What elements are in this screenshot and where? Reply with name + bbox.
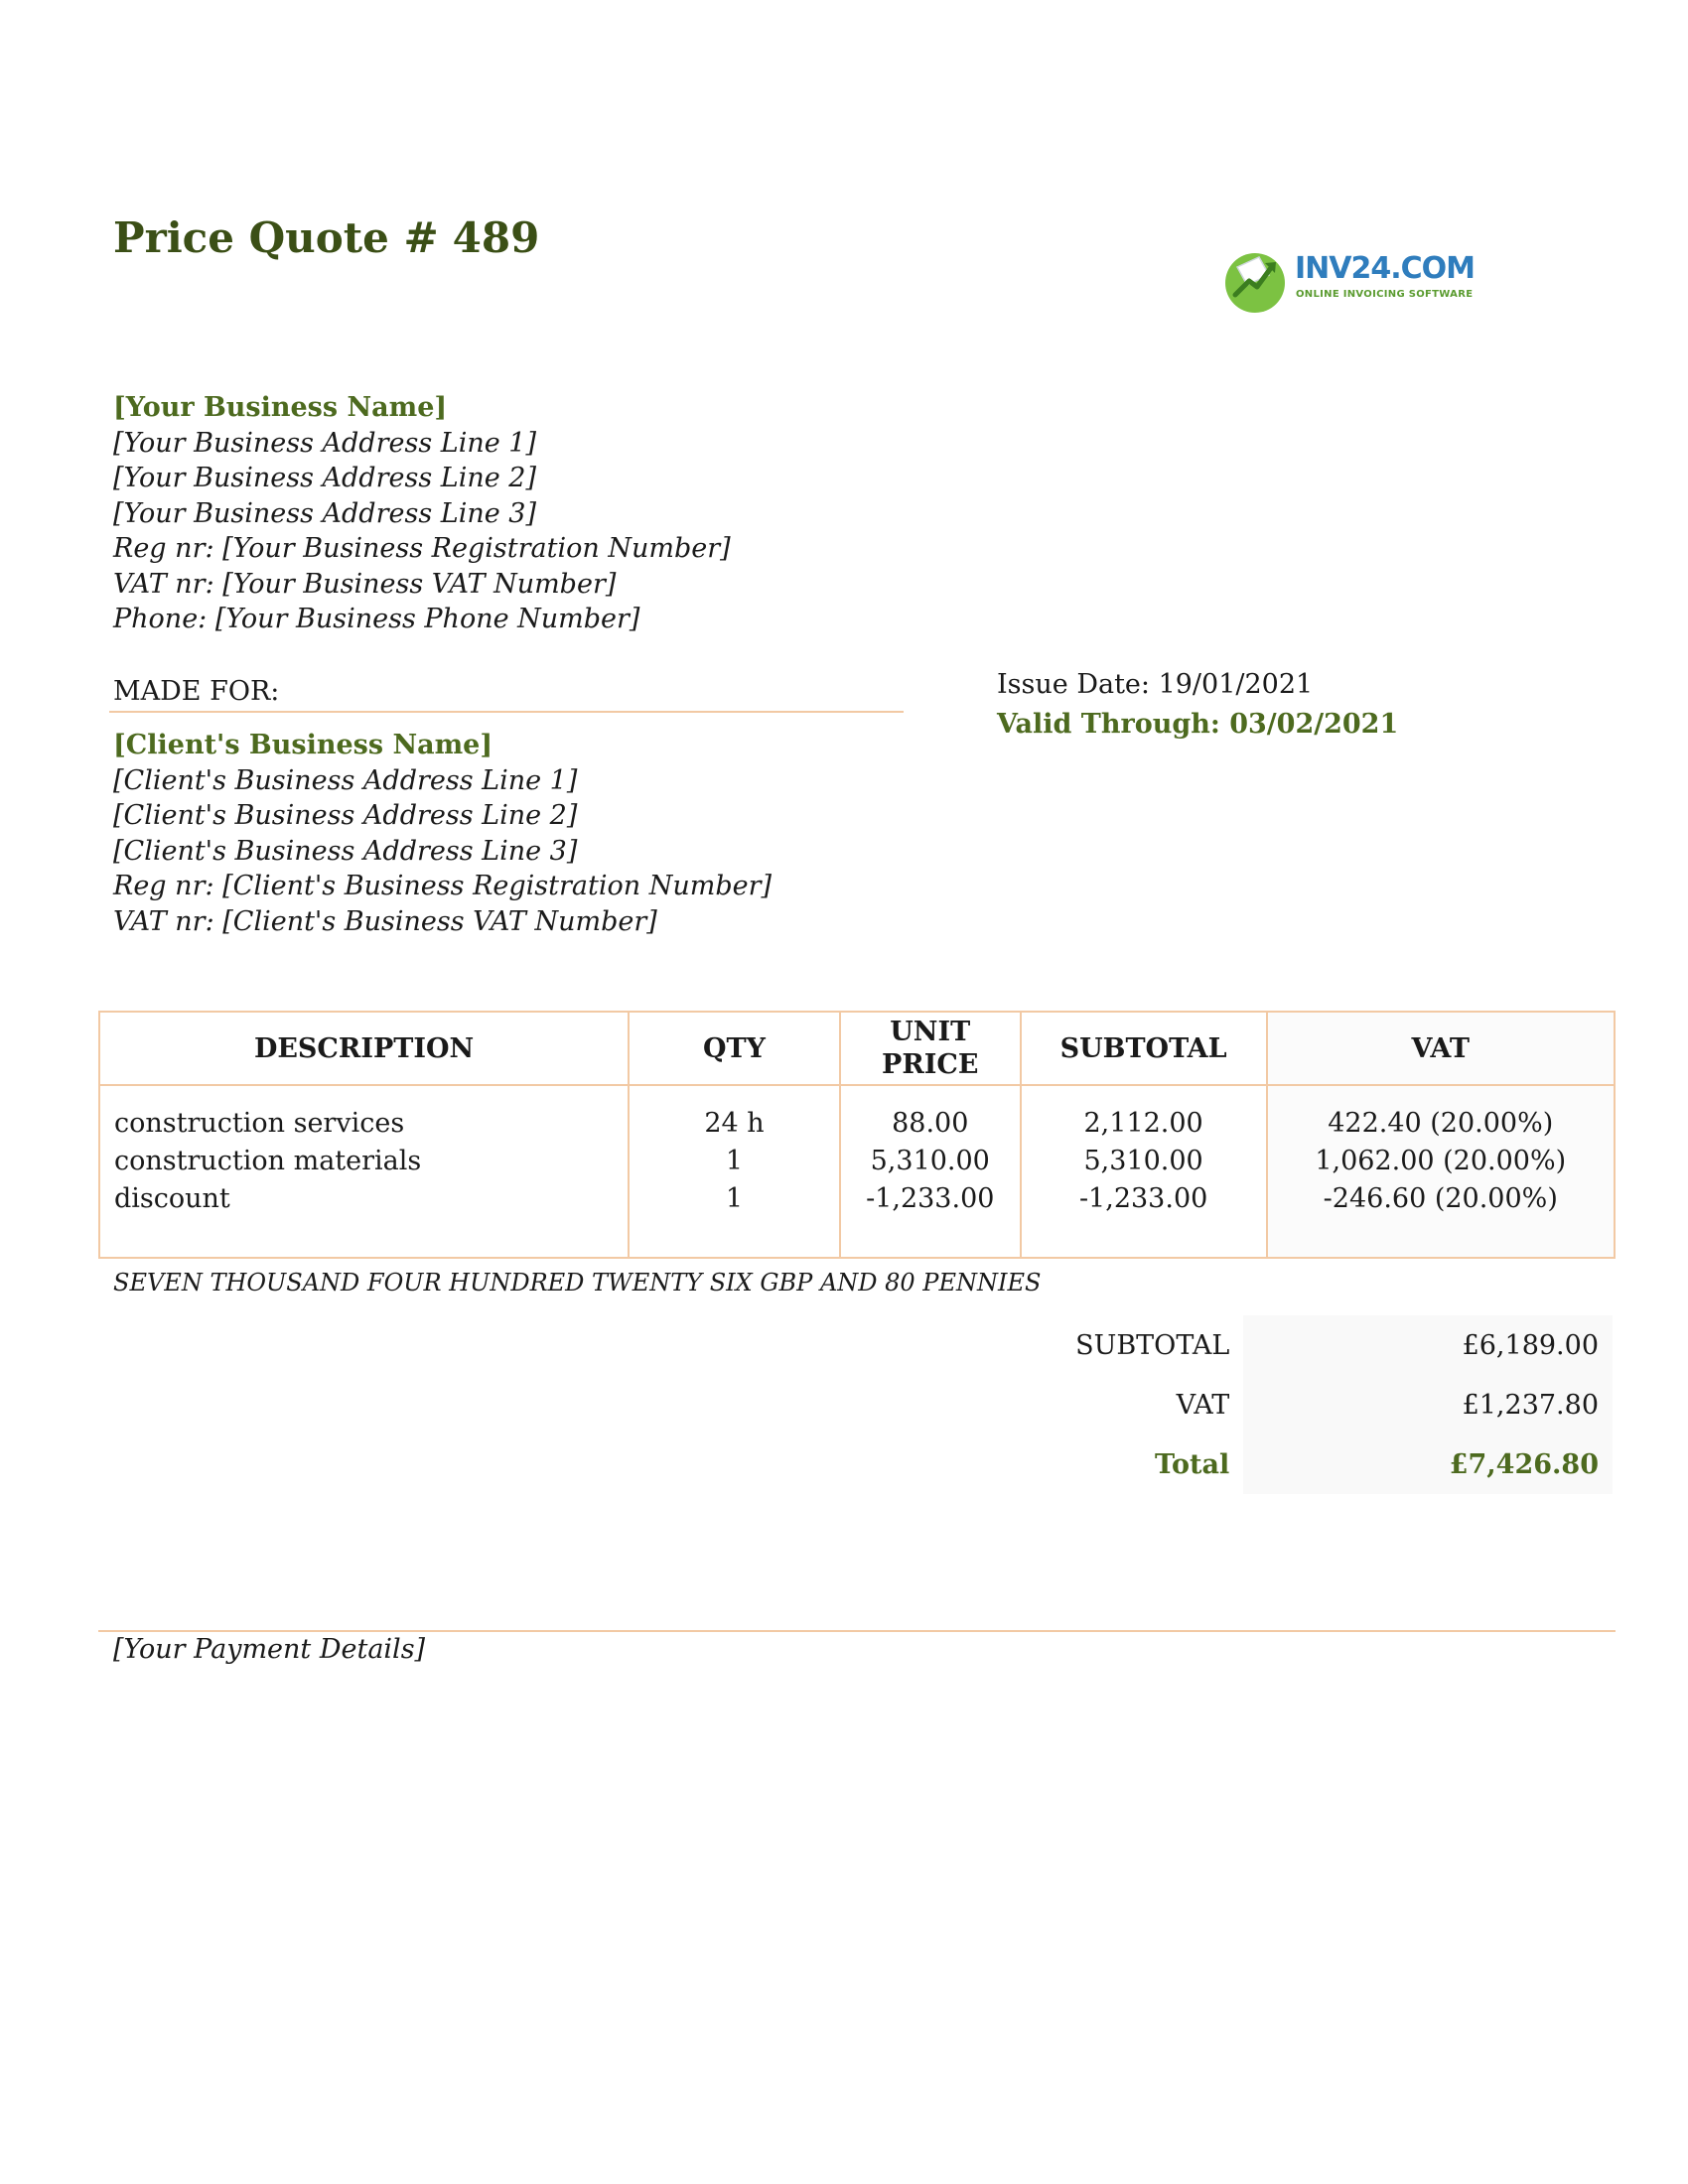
table-row	[99, 1142, 1615, 1179]
line-items-table	[98, 1011, 1616, 1259]
quote-title	[113, 213, 539, 262]
client-reg-nr: Reg nr: [Client's Business Registration Number]	[113, 871, 773, 901]
subtotal-value: £6,189.00	[1243, 1315, 1613, 1375]
table-row	[99, 1085, 1615, 1142]
total-row	[1033, 1434, 1613, 1494]
business-address-2: [Your Business Address Line 2]	[113, 463, 537, 493]
business-reg-nr: Reg nr: [Your Business Registration Number]	[113, 533, 731, 564]
row-unit-price: 88.00	[840, 1085, 1021, 1142]
subtotal-row	[1033, 1315, 1613, 1375]
business-vat-nr: VAT nr: [Your Business VAT Number]	[113, 568, 617, 600]
header-subtotal: SUBTOTAL	[1021, 1012, 1267, 1085]
row-description: discount	[99, 1179, 629, 1258]
client-address-2: [Client's Business Address Line 2]	[113, 800, 578, 831]
logo-wordmark: INV24.COM	[1295, 251, 1476, 286]
row-description: construction materials	[99, 1142, 629, 1179]
header-qty: QTY	[629, 1012, 840, 1085]
quote-dates	[997, 665, 1398, 745]
company-logo	[1219, 241, 1476, 319]
table-header-row	[99, 1012, 1615, 1085]
valid-through-date: Valid Through: 03/02/2021	[997, 709, 1399, 740]
vat-label: VAT	[1176, 1389, 1230, 1421]
header-unit-price-line-1: UNIT	[890, 1017, 971, 1047]
row-subtotal: 2,112.00	[1021, 1085, 1267, 1142]
client-address-3: [Client's Business Address Line 3]	[113, 835, 578, 867]
issue-date: Issue Date: 19/01/2021	[997, 669, 1314, 700]
subtotal-label: SUBTOTAL	[1075, 1329, 1230, 1361]
row-unit-price: 5,310.00	[840, 1142, 1021, 1179]
vat-row	[1033, 1375, 1613, 1434]
vat-value: £1,237.80	[1243, 1375, 1613, 1434]
row-qty: 24 h	[629, 1085, 840, 1142]
client-address-1: [Client's Business Address Line 1]	[113, 764, 578, 796]
row-unit-price: -1,233.00	[840, 1179, 1021, 1258]
row-description: construction services	[99, 1085, 629, 1142]
payment-divider	[98, 1630, 1616, 1632]
header-unit-price	[840, 1012, 1021, 1085]
made-for-label: MADE FOR:	[113, 676, 280, 707]
row-subtotal: 5,310.00	[1021, 1142, 1267, 1179]
payment-details: [Your Payment Details]	[113, 1634, 426, 1665]
made-for-divider	[109, 711, 904, 713]
business-name: [Your Business Name]	[113, 392, 448, 423]
header-vat: VAT	[1267, 1012, 1615, 1085]
row-vat: 422.40 (20.00%)	[1267, 1085, 1615, 1142]
business-info	[113, 390, 731, 637]
quote-number: 489	[452, 213, 540, 262]
business-phone: Phone: [Your Business Phone Number]	[113, 604, 640, 634]
header-unit-price-line-2: PRICE	[882, 1049, 979, 1080]
row-vat: 1,062.00 (20.00%)	[1267, 1142, 1615, 1179]
total-label: Total	[1155, 1448, 1230, 1480]
quote-title-label: Price Quote #	[113, 213, 439, 262]
table-row	[99, 1179, 1615, 1258]
row-subtotal: -1,233.00	[1021, 1179, 1267, 1258]
business-address-1: [Your Business Address Line 1]	[113, 427, 537, 459]
client-vat-nr: VAT nr: [Client's Business VAT Number]	[113, 905, 657, 937]
totals-table	[1033, 1315, 1613, 1494]
total-value: £7,426.80	[1243, 1434, 1613, 1494]
header-description: DESCRIPTION	[99, 1012, 629, 1085]
row-qty: 1	[629, 1142, 840, 1179]
logo-badge-icon	[1219, 245, 1291, 317]
client-info	[113, 728, 772, 939]
row-qty: 1	[629, 1179, 840, 1258]
logo-tagline: ONLINE INVOICING SOFTWARE	[1296, 289, 1474, 300]
row-vat: -246.60 (20.00%)	[1267, 1179, 1615, 1258]
client-name: [Client's Business Name]	[113, 730, 493, 760]
business-address-3: [Your Business Address Line 3]	[113, 497, 537, 529]
amount-in-words: SEVEN THOUSAND FOUR HUNDRED TWENTY SIX GBP AND 80 PENNIES	[113, 1269, 1042, 1297]
